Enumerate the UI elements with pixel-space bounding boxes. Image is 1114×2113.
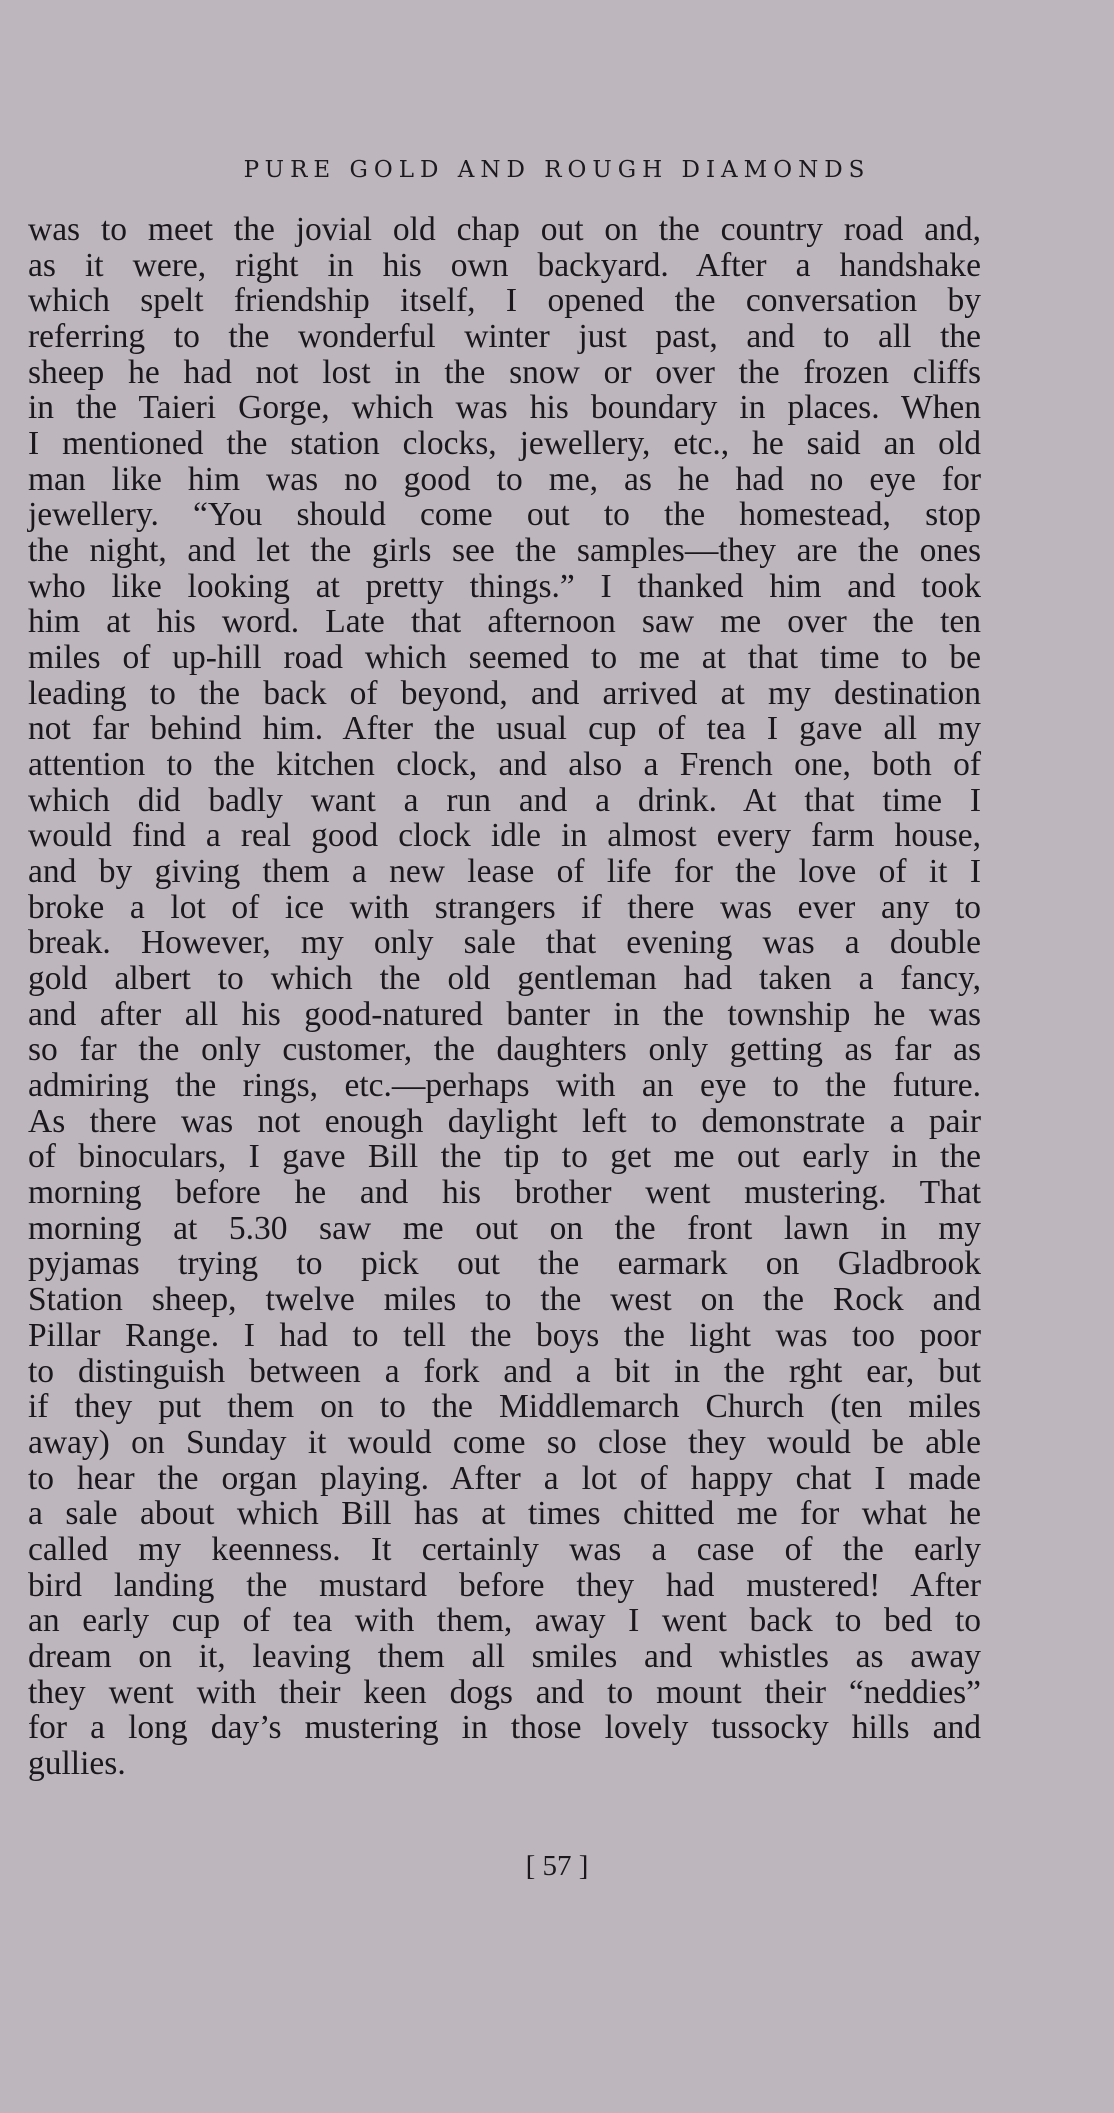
text-line: of binoculars, I gave Bill the tip to get me out early in the [28, 1138, 981, 1176]
text-line: called my keenness. It certainly was a case of the early [28, 1530, 981, 1568]
text-line: the night, and let the girls see the samples—they are the ones [28, 532, 981, 570]
text-line: As there was not enough daylight left to demonstrate a pair [28, 1102, 981, 1140]
text-line: dream on it, leaving them all smiles and whistles as away [28, 1637, 981, 1675]
text-line: in the Taieri Gorge, which was his boundary in places. When [28, 389, 981, 427]
text-line: morning before he and his brother went mustering. That [28, 1174, 981, 1212]
text-line: as it were, right in his own backyard. After a handshake [28, 246, 981, 284]
text-line: would find a real good clock idle in almost every farm house, [28, 817, 981, 855]
text-line: a sale about which Bill has at times chitted me for what he [28, 1495, 981, 1533]
text-line: to hear the organ playing. After a lot of happy chat I made [28, 1459, 981, 1497]
text-line: I mentioned the station clocks, jewellery, etc., he said an old [28, 425, 981, 463]
text-line: break. However, my only sale that evening was a double [28, 924, 981, 962]
text-line: gold albert to which the old gentleman had taken a fancy, [28, 960, 981, 998]
page-number: [ 57 ] [525, 1850, 589, 1882]
text-line: gullies. [28, 1744, 126, 1782]
body-text [28, 212, 981, 1782]
text-line: they went with their keen dogs and to mount their “neddies” [28, 1673, 981, 1711]
text-line: an early cup of tea with them, away I went back to bed to [28, 1602, 981, 1640]
text-line: and by giving them a new lease of life for the love of it I [28, 853, 981, 891]
text-line: which spelt friendship itself, I opened the conversation by [28, 282, 981, 320]
text-line: broke a lot of ice with strangers if there was ever any to [28, 888, 981, 926]
text-line: who like looking at pretty things.” I thanked him and took [28, 567, 981, 605]
text-line: Pillar Range. I had to tell the boys the light was too poor [28, 1316, 981, 1354]
text-line: man like him was no good to me, as he had no eye for [28, 460, 981, 498]
text-line: jewellery. “You should come out to the homestead, stop [28, 496, 981, 534]
text-line: attention to the kitchen clock, and also a French one, both of [28, 746, 981, 784]
text-line: sheep he had not lost in the snow or over the frozen cliffs [28, 353, 981, 391]
text-line: was to meet the jovial old chap out on the country road and, [28, 211, 981, 248]
text-line: leading to the back of beyond, and arrived at my destination [28, 674, 981, 712]
text-line: Station sheep, twelve miles to the west on the Rock and [28, 1281, 981, 1319]
text-line: pyjamas trying to pick out the earmark on Gladbrook [28, 1245, 981, 1283]
running-head: PURE GOLD AND ROUGH DIAMONDS [243, 157, 871, 183]
text-line: so far the only customer, the daughters only getting as far as [28, 1031, 981, 1069]
text-line: which did badly want a run and a drink. At that time I [28, 781, 981, 819]
text-line: for a long day’s mustering in those lovely tussocky hills and [28, 1709, 981, 1747]
text-line: referring to the wonderful winter just past, and to all the [28, 318, 981, 356]
text-line: not far behind him. After the usual cup of tea I gave all my [28, 710, 981, 748]
text-line: miles of up-hill road which seemed to me at that time to be [28, 639, 981, 677]
text-line: and after all his good-natured banter in the township he was [28, 995, 981, 1033]
text-line: if they put them on to the Middlemarch Church (ten miles [28, 1388, 981, 1426]
text-line: him at his word. Late that afternoon saw me over the ten [28, 603, 981, 641]
text-line: admiring the rings, etc.—perhaps with an eye to the future. [28, 1067, 981, 1105]
text-line: bird landing the mustard before they had mustered! After [28, 1566, 981, 1604]
text-line: to distinguish between a fork and a bit in the rght ear, but [28, 1352, 981, 1390]
text-line: away) on Sunday it would come so close they would be able [28, 1423, 981, 1461]
text-line: morning at 5.30 saw me out on the front lawn in my [28, 1209, 981, 1247]
